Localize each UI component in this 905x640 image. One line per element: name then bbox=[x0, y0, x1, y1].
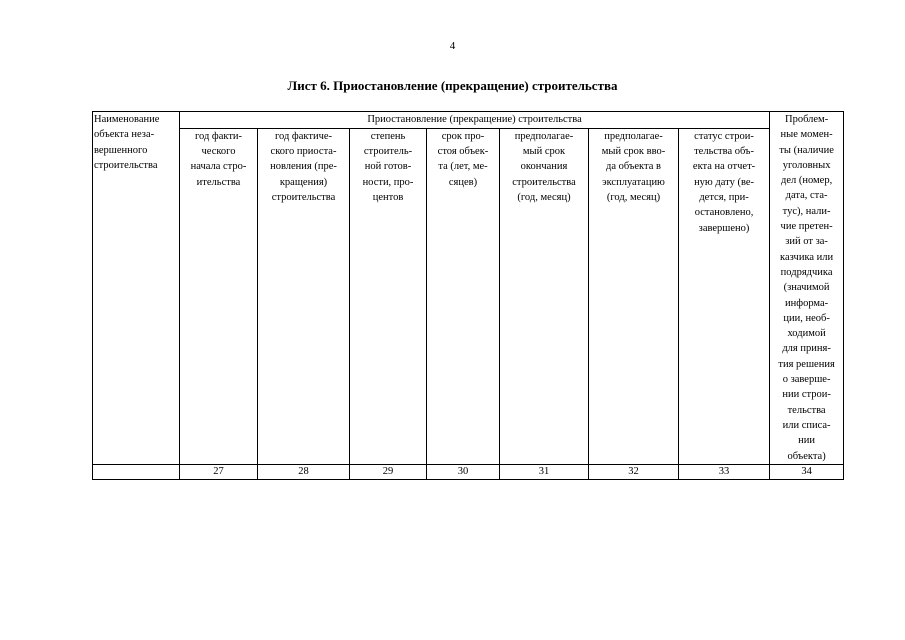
header-suspension-year: год фактиче- ского приоста- новления (пре- кращения) строительства bbox=[258, 128, 350, 464]
header-expected-completion: предполагае- мый срок окончания строительства (год, месяц) bbox=[500, 128, 589, 464]
header-object-name: Наименование объекта неза- вершенного строительства bbox=[93, 112, 180, 465]
header-suspension-group: Приостановление (прекращение) строительства bbox=[180, 112, 770, 129]
column-number: 30 bbox=[427, 464, 500, 479]
header-problem-issues: Проблем- ные момен- ты (наличие уголовных дел (номер, дата, ста- тус), нали- чие претен- зий от за- казчика или подрядчика (значимой информа- ции, необ- ходимой для приня- тия решения о заверше- нии строи- тельства или списа- нии объекта) bbox=[770, 112, 844, 465]
header-readiness-degree: степень строитель- ной готов- ности, про- центов bbox=[350, 128, 427, 464]
column-number: 27 bbox=[180, 464, 258, 479]
column-number: 28 bbox=[258, 464, 350, 479]
column-number: 32 bbox=[589, 464, 679, 479]
sheet-title: Лист 6. Приостановление (прекращение) строительства bbox=[287, 78, 618, 93]
column-number: 29 bbox=[350, 464, 427, 479]
column-number: 31 bbox=[500, 464, 589, 479]
suspension-table bbox=[92, 111, 844, 480]
column-number: 33 bbox=[679, 464, 770, 479]
header-start-year: год факти- ческого начала стро- ительства bbox=[180, 128, 258, 464]
header-idle-period: срок про- стоя объек- та (лет, ме- сяцев) bbox=[427, 128, 500, 464]
column-number bbox=[93, 464, 180, 479]
header-expected-commissioning: предполагае- мый срок вво- да объекта в эксплуатацию (год, месяц) bbox=[589, 128, 679, 464]
header-construction-status: статус строи- тельства объ- екта на отчет- ную дату (ве- дется, при- остановлено, завершено) bbox=[679, 128, 770, 464]
column-number: 34 bbox=[770, 464, 844, 479]
page-number: 4 bbox=[449, 40, 456, 52]
